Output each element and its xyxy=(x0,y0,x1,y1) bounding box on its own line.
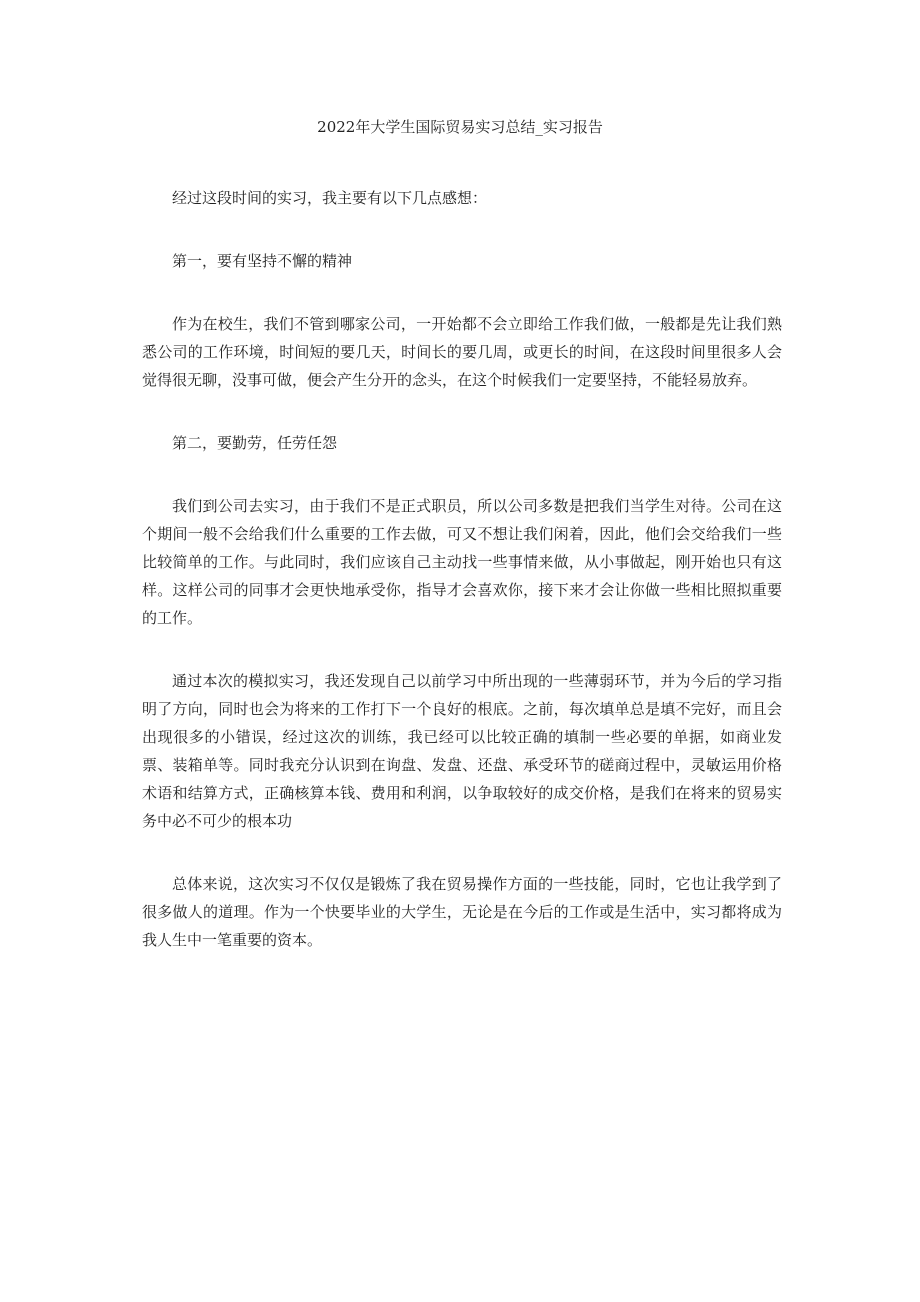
body-paragraph: 我们到公司去实习，由于我们不是正式职员，所以公司多数是把我们当学生对待。公司在这个期间一般不会给我们什么重要的工作去做，可又不想让我们闲着，因此，他们会交给我们一些比较简单的工作。与此同时，我们应该自己主动找一些事情来做，从小事做起，刚开始也只有这样。这样公司的同事才会更快地承受你，指导才会喜欢你，接下来才会让你做一些相比照拟重要的工作。 xyxy=(142,497,782,627)
body-paragraph: 通过本次的模拟实习，我还发现自己以前学习中所出现的一些薄弱环节，并为今后的学习指明了方向，同时也会为将来的工作打下一个良好的根底。之前，每次填单总是填不完好，而且会出现很多的小错误，经过这次的训练，我已经可以比较正确的填制一些必要的单据，如商业发票、装箱单等。同时我充分认识到在询盘、发盘、还盘、承受环节的磋商过程中，灵敏运用价格术语和结算方式，正确核算本钱、费用和利润，以争取较好的成交价格，是我们在将来的贸易实务中必不可少的根本功 xyxy=(142,672,782,830)
section-heading-first: 第一，要有坚持不懈的精神 xyxy=(172,252,353,270)
conclusion-paragraph: 总体来说，这次实习不仅仅是锻炼了我在贸易操作方面的一些技能，同时，它也让我学到了很多做人的道理。作为一个快要毕业的大学生，无论是在今后的工作或是生活中，实习都将成为我人生中一笔重要的资本。 xyxy=(142,875,782,949)
body-paragraph: 作为在校生，我们不管到哪家公司，一开始都不会立即给工作我们做，一般都是先让我们熟悉公司的工作环境，时间短的要几天，时间长的要几周，或更长的时间，在这段时间里很多人会觉得很无聊，没事可做，便会产生分开的念头，在这个时候我们一定要坚持，不能轻易放弃。 xyxy=(142,315,782,389)
intro-paragraph: 经过这段时间的实习，我主要有以下几点感想： xyxy=(172,189,488,207)
section-heading-second: 第二，要勤劳，任劳任怨 xyxy=(172,434,338,452)
document-title: 2022年大学生国际贸易实习总结_实习报告 xyxy=(317,118,603,136)
document-body xyxy=(142,184,782,989)
